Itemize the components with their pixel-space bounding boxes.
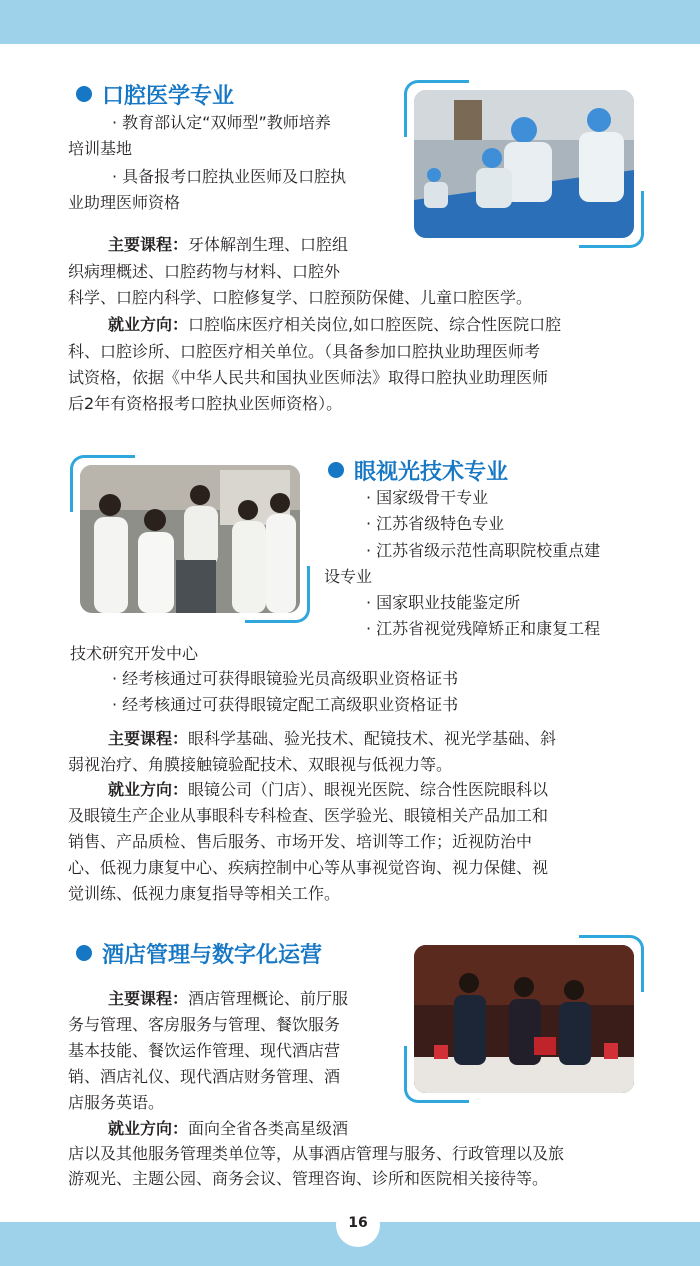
optometry-line-2: · 江苏省级特色专业	[366, 514, 505, 533]
optometry-career-line-1: 就业方向：眼镜公司（门店）、眼视光医院、综合性医院眼科以	[108, 780, 549, 799]
hotel-career-line-1: 就业方向：面向全省各类高星级酒	[108, 1119, 349, 1138]
hotel-career-line-2: 店以及其他服务管理类单位等，从事酒店管理与服务、行政管理以及旅	[68, 1144, 565, 1163]
dental-line-3: · 具备报考口腔执业医师及口腔执	[112, 167, 347, 186]
section-title-optometry: 眼视光技术专业	[328, 455, 508, 486]
hotel-courses-line-4: 销、酒店礼仪、现代酒店财务管理、酒	[68, 1067, 341, 1086]
dental-line-4: 业助理医师资格	[68, 193, 181, 212]
dental-career-line-4: 后2年有资格报考口腔执业医师资格）。	[68, 394, 343, 413]
dental-line-1: · 教育部认定“双师型”教师培养	[112, 113, 331, 132]
dental-photo-frame	[404, 80, 644, 248]
dental-line-2: 培训基地	[68, 139, 133, 158]
dental-courses-line-1: 主要课程：牙体解剖生理、口腔组	[108, 235, 349, 254]
hotel-courses-line-2: 务与管理、客房服务与管理、餐饮服务	[68, 1015, 341, 1034]
hotel-courses-line-1: 主要课程：酒店管理概论、前厅服	[108, 989, 349, 1008]
optometry-line-3: · 江苏省级示范性高职院校重点建	[366, 541, 601, 560]
optometry-career-line-4: 心、低视力康复中心、疾病控制中心等从事视觉咨询、视力保健、视	[68, 858, 549, 877]
bullet-dot-icon	[76, 86, 92, 102]
optometry-courses-line-1: 主要课程：眼科学基础、验光技术、配镜技术、视光学基础、斜	[108, 729, 557, 748]
optometry-line-7: 技术研究开发中心	[70, 644, 199, 663]
optometry-class-photo	[80, 465, 300, 613]
optometry-courses-line-2: 弱视治疗、角膜接触镜验配技术、双眼视与低视力等。	[68, 755, 453, 774]
dental-courses-line-3: 科学、口腔内科学、口腔修复学、口腔预防保健、儿童口腔医学。	[68, 288, 533, 307]
dental-career-line-3: 试资格，依据《中华人民共和国执业医师法》取得口腔执业助理医师	[68, 368, 549, 387]
dental-career-line-2: 科、口腔诊所、口腔医疗相关单位。（具备参加口腔执业助理医师考	[68, 342, 541, 361]
dental-courses-line-2: 织病理概述、口腔药物与材料、口腔外	[68, 262, 341, 281]
optometry-line-8: · 经考核通过可获得眼镜验光员高级职业资格证书	[112, 669, 459, 688]
optometry-line-5: · 国家职业技能鉴定所	[366, 593, 521, 612]
hotel-courses-line-3: 基本技能、餐饮运作管理、现代酒店营	[68, 1041, 341, 1060]
hotel-photo-frame	[404, 935, 644, 1103]
page-number: 16	[336, 1203, 380, 1247]
optometry-career-line-3: 销售、产品质检、售后服务、市场开发、培训等工作；近视防治中	[68, 832, 533, 851]
optometry-line-9: · 经考核通过可获得眼镜定配工高级职业资格证书	[112, 695, 459, 714]
section-title-hotel: 酒店管理与数字化运营	[76, 938, 322, 969]
bullet-dot-icon	[328, 462, 344, 478]
section-title-dental: 口腔医学专业	[76, 79, 234, 110]
hotel-service-photo	[414, 945, 634, 1093]
top-color-band	[0, 0, 700, 44]
bullet-dot-icon	[76, 945, 92, 961]
dental-lab-photo	[414, 90, 634, 238]
optometry-line-4: 设专业	[324, 567, 373, 586]
optometry-photo-frame	[70, 455, 310, 623]
optometry-line-6: · 江苏省视觉残障矫正和康复工程	[366, 619, 601, 638]
dental-career-line-1: 就业方向：口腔临床医疗相关岗位,如口腔医院、综合性医院口腔	[108, 315, 562, 334]
hotel-courses-line-5: 店服务英语。	[68, 1093, 165, 1112]
hotel-career-line-3: 游观光、主题公园、商务会议、管理咨询、诊所和医院相关接待等。	[68, 1169, 549, 1188]
optometry-line-1: · 国家级骨干专业	[366, 488, 489, 507]
optometry-career-line-2: 及眼镜生产企业从事眼科专科检查、医学验光、眼镜相关产品加工和	[68, 806, 549, 825]
optometry-career-line-5: 觉训练、低视力康复指导等相关工作。	[68, 884, 341, 903]
